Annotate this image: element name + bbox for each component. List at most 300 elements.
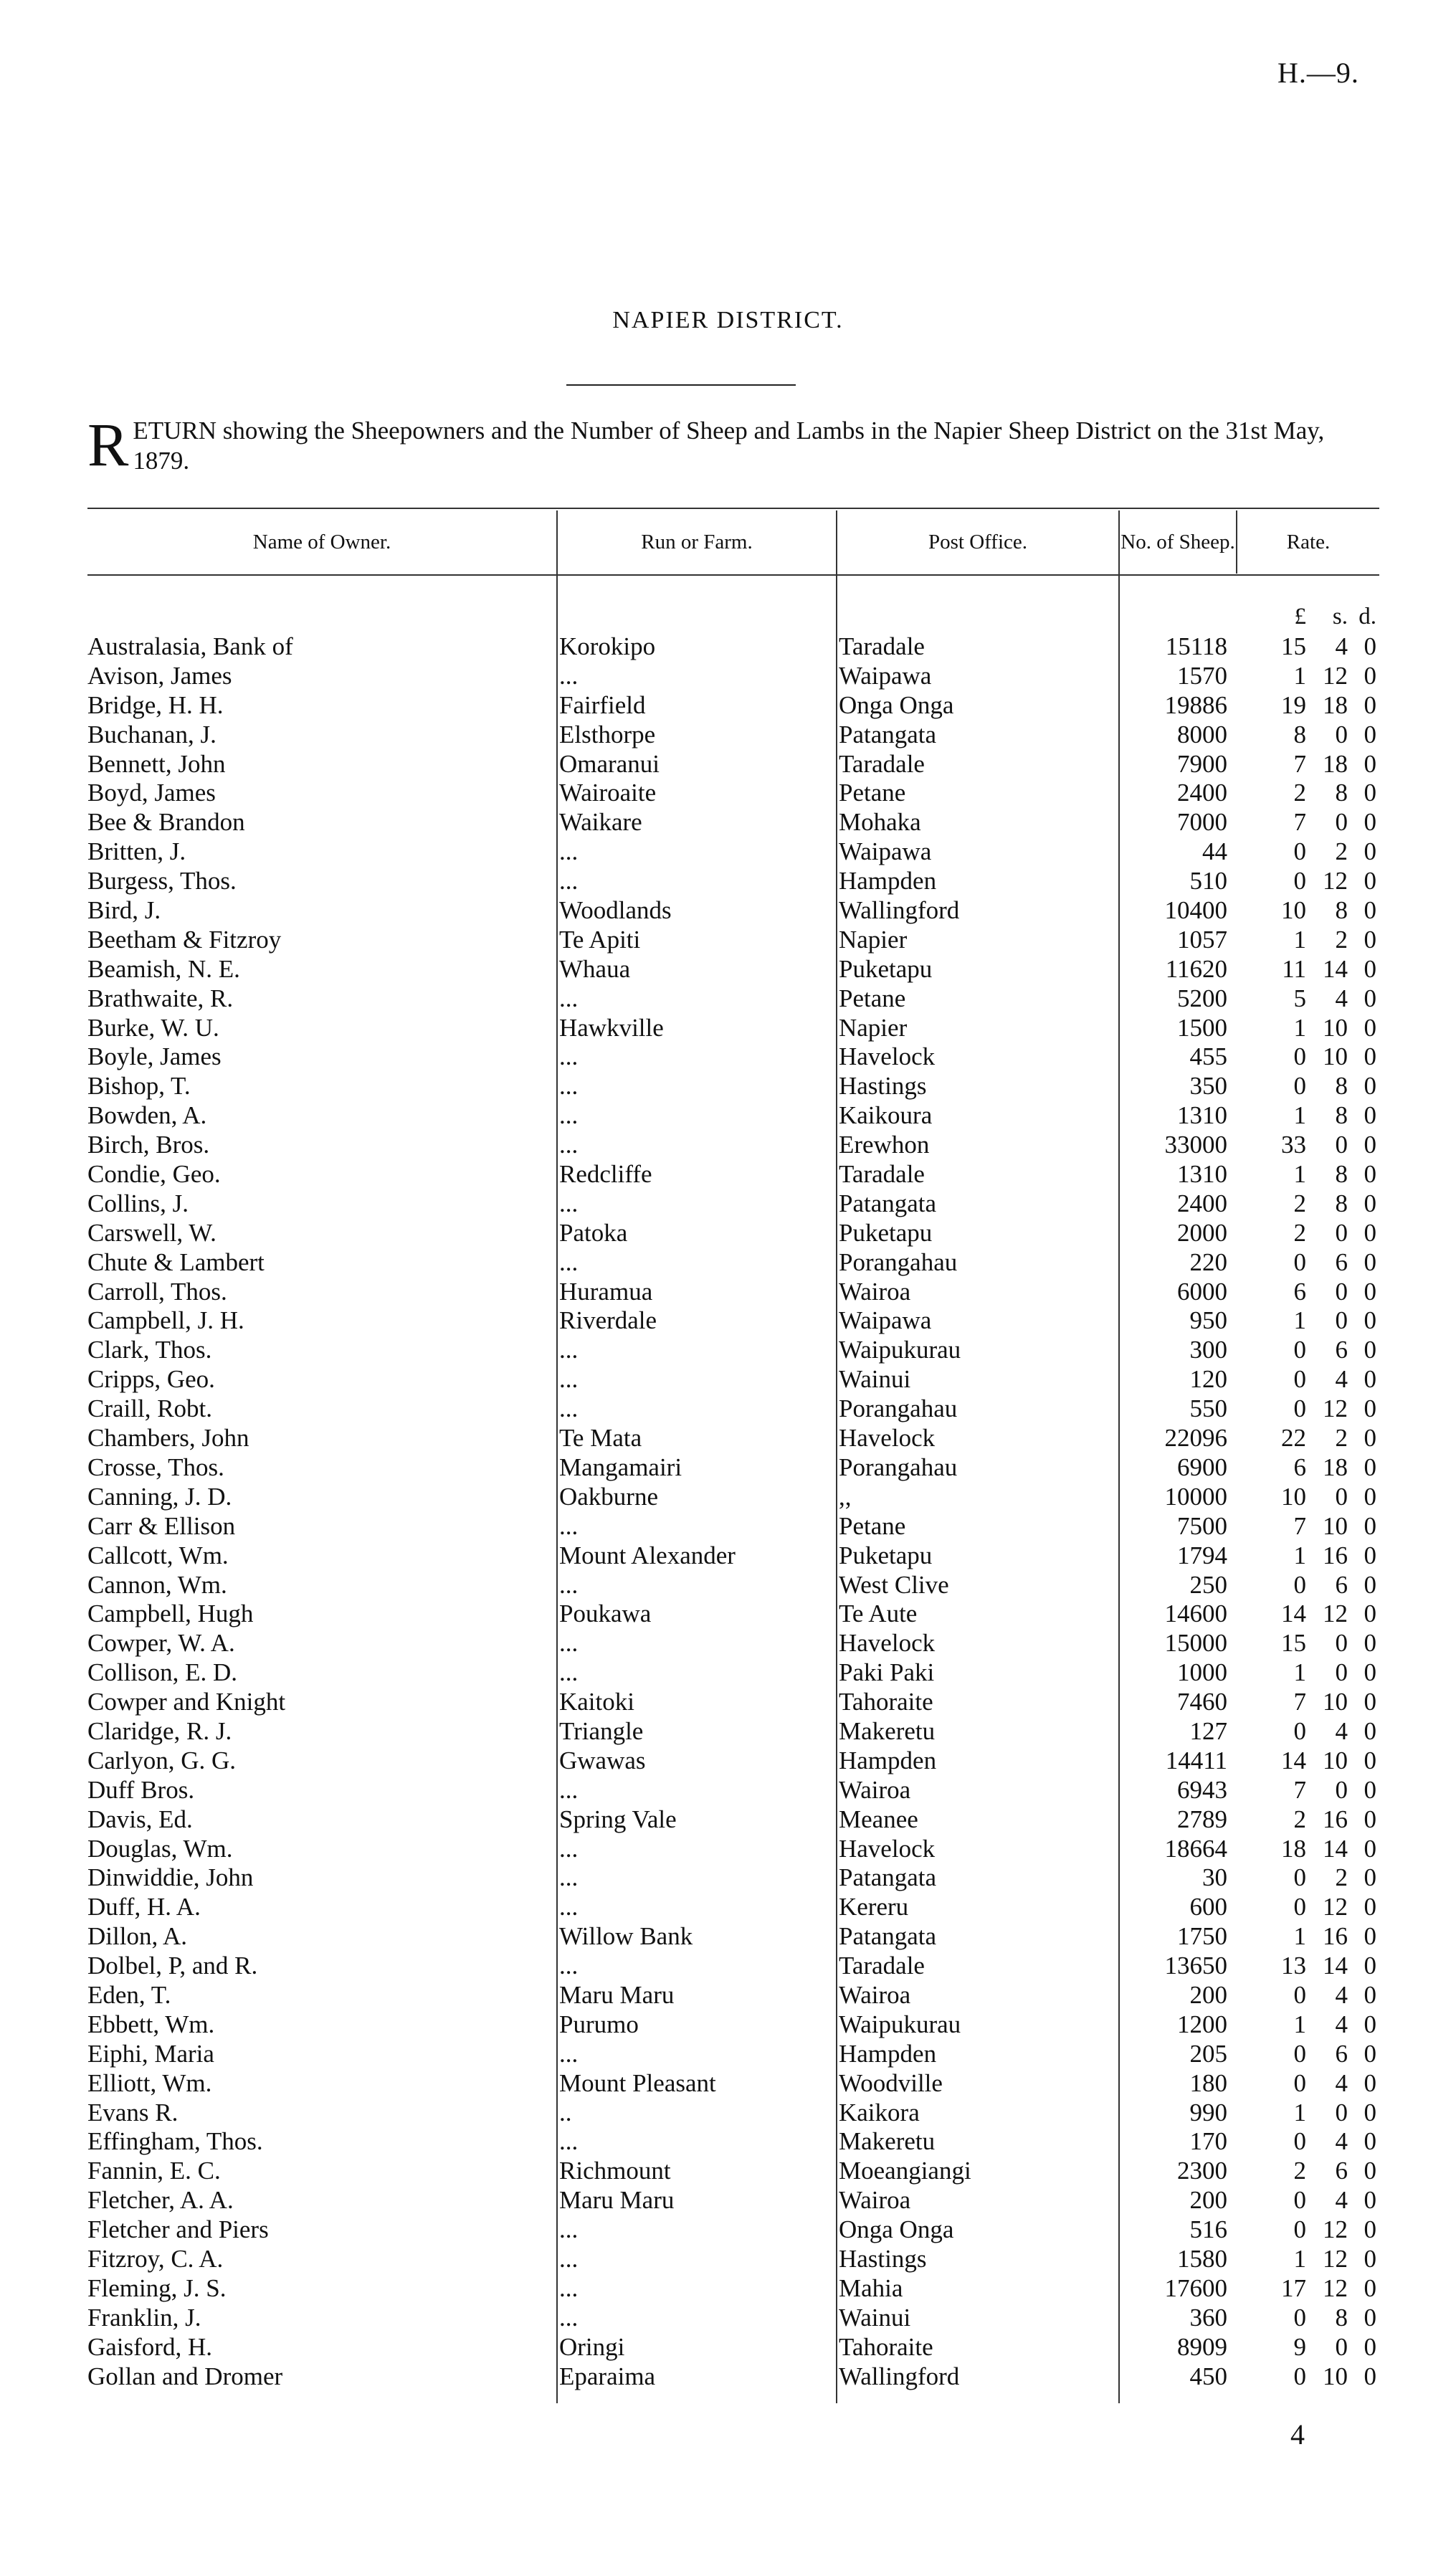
post-office-cell: Taradale <box>839 632 925 660</box>
owner-cell: Campbell, J. H. <box>87 1306 244 1335</box>
post-office-cell: Waipawa <box>839 1306 932 1335</box>
rate-pounds-cell: 1 <box>1293 661 1306 690</box>
rate-shillings-cell: 8 <box>1335 2303 1348 2332</box>
rate-pounds-cell: 7 <box>1293 1688 1306 1716</box>
rate-pounds-cell: 1 <box>1293 1013 1306 1042</box>
table-row <box>87 750 1379 779</box>
rate-pounds-cell: 0 <box>1293 2362 1306 2390</box>
run-cell: ... <box>559 1511 579 1540</box>
run-cell: ... <box>559 1189 579 1217</box>
owner-cell: Fleming, J. S. <box>87 2273 227 2302</box>
sheep-count-cell: 7900 <box>1177 749 1227 778</box>
owner-cell: Bennett, John <box>87 749 226 778</box>
post-office-cell: Patangata <box>839 1863 937 1892</box>
table-row <box>87 2127 1379 2157</box>
table-row <box>87 1072 1379 1101</box>
rate-shillings-cell: 0 <box>1335 1775 1348 1804</box>
table-row <box>87 1101 1379 1131</box>
rate-shillings-cell: 10 <box>1323 1688 1348 1716</box>
run-cell: Willow Bank <box>559 1922 693 1951</box>
post-office-cell: Hampden <box>839 867 937 895</box>
owner-cell: Davis, Ed. <box>87 1805 193 1833</box>
rate-pence-cell: 0 <box>1364 2010 1376 2038</box>
post-office-cell: Hastings <box>839 2244 927 2273</box>
rate-pounds-cell: 0 <box>1293 1570 1306 1599</box>
rate-shillings-cell: 14 <box>1323 1952 1348 1980</box>
sheep-count-cell: 13650 <box>1164 1952 1227 1980</box>
sheep-count-cell: 600 <box>1189 1893 1227 1921</box>
owner-cell: Cowper, W. A. <box>87 1629 235 1658</box>
run-cell: ... <box>559 2244 579 2273</box>
post-office-cell: Porangahau <box>839 1453 958 1481</box>
sheep-count-cell: 7000 <box>1177 808 1227 837</box>
table-row <box>87 2157 1379 2186</box>
sheep-count-cell: 7500 <box>1177 1511 1227 1540</box>
rate-pence-cell: 0 <box>1364 1980 1376 2009</box>
sheep-count-cell: 127 <box>1189 1716 1227 1745</box>
post-office-cell: Taradale <box>839 749 925 778</box>
rate-pence-cell: 0 <box>1364 749 1376 778</box>
rate-pence-cell: 0 <box>1364 808 1376 837</box>
sheep-count-cell: 33000 <box>1164 1131 1227 1159</box>
rate-shillings-cell: 0 <box>1335 720 1348 749</box>
table-row <box>87 1160 1379 1189</box>
rate-pounds-cell: 6 <box>1293 1277 1306 1306</box>
rate-pence-cell: 0 <box>1364 1511 1376 1540</box>
rate-shillings-cell: 10 <box>1323 1746 1348 1774</box>
return-intro <box>87 410 1378 479</box>
rate-shillings-cell: 0 <box>1335 1277 1348 1306</box>
run-cell: ... <box>559 1131 579 1159</box>
post-office-cell: Havelock <box>839 1834 936 1863</box>
run-cell: Woodlands <box>559 896 672 925</box>
run-cell: Elsthorpe <box>559 720 656 749</box>
sheep-count-cell: 455 <box>1189 1042 1227 1071</box>
table-row <box>87 2040 1379 2069</box>
rate-pounds-cell: 18 <box>1281 1834 1306 1863</box>
rate-shillings-cell: 12 <box>1323 1394 1348 1423</box>
rate-shillings-cell: 0 <box>1335 2332 1348 2361</box>
sheep-count-cell: 510 <box>1189 867 1227 895</box>
post-office-cell: Porangahau <box>839 1248 958 1276</box>
rate-pounds-cell: 13 <box>1281 1952 1306 1980</box>
rate-shillings-cell: 2 <box>1335 1424 1348 1453</box>
rate-pounds-cell: 0 <box>1293 2303 1306 2332</box>
rate-pence-cell: 0 <box>1364 2244 1376 2273</box>
sheep-count-cell: 5200 <box>1177 984 1227 1012</box>
rate-pounds-cell: 19 <box>1281 690 1306 719</box>
owner-cell: Eiphi, Maria <box>87 2039 214 2068</box>
owner-cell: Boyd, James <box>87 779 216 807</box>
post-office-cell: Wainui <box>839 2303 911 2332</box>
run-cell: Maru Maru <box>559 1980 675 2009</box>
post-office-cell: Meanee <box>839 1805 918 1833</box>
rate-pounds-cell: 10 <box>1281 1482 1306 1511</box>
rate-shillings-cell: 4 <box>1335 2068 1348 2097</box>
run-cell: Fairfield <box>559 690 646 719</box>
post-office-cell: Waipawa <box>839 661 932 690</box>
table-row <box>87 1014 1379 1043</box>
rate-pounds-cell: 0 <box>1293 1336 1306 1364</box>
sheep-count-cell: 11620 <box>1165 954 1227 983</box>
owner-cell: Australasia, Bank of <box>87 632 293 660</box>
run-cell: ... <box>559 1248 579 1276</box>
rate-pounds-cell: 0 <box>1293 1248 1306 1276</box>
rate-pounds-cell: 0 <box>1293 867 1306 895</box>
owner-cell: Carr & Ellison <box>87 1511 236 1540</box>
rate-pence-cell: 0 <box>1364 1922 1376 1951</box>
run-cell: ... <box>559 2215 579 2244</box>
run-cell: Mount Pleasant <box>559 2068 716 2097</box>
run-cell: Te Apiti <box>559 925 641 954</box>
post-office-cell: Patangata <box>839 1922 937 1951</box>
pence-unit: d. <box>1359 604 1376 629</box>
rate-pounds-cell: 0 <box>1293 1072 1306 1101</box>
post-office-cell: Havelock <box>839 1042 936 1071</box>
run-cell: ... <box>559 2039 579 2068</box>
owner-cell: Canning, J. D. <box>87 1482 232 1511</box>
post-office-cell: Onga Onga <box>839 2215 954 2244</box>
run-cell: ... <box>559 2303 579 2332</box>
rate-pence-cell: 0 <box>1364 1716 1376 1745</box>
rate-pence-cell: 0 <box>1364 2098 1376 2127</box>
owner-cell: Cripps, Geo. <box>87 1365 215 1394</box>
sheep-count-cell: 516 <box>1189 2215 1227 2244</box>
sheep-count-cell: 2300 <box>1177 2157 1227 2185</box>
rate-shillings-cell: 0 <box>1335 1131 1348 1159</box>
run-cell: Maru Maru <box>559 2186 675 2215</box>
owner-cell: Fletcher, A. A. <box>87 2186 234 2215</box>
sheep-count-cell: 1310 <box>1177 1160 1227 1189</box>
run-cell: Redcliffe <box>559 1160 652 1189</box>
post-office-cell: Kereru <box>839 1893 909 1921</box>
sheep-count-cell: 6000 <box>1177 1277 1227 1306</box>
rate-pounds-cell: 0 <box>1293 1980 1306 2009</box>
rate-pence-cell: 0 <box>1364 690 1376 719</box>
rate-shillings-cell: 2 <box>1335 1863 1348 1892</box>
run-cell: ... <box>559 1394 579 1423</box>
rate-pounds-cell: 8 <box>1293 720 1306 749</box>
run-cell: ... <box>559 1658 579 1687</box>
rate-shillings-cell: 0 <box>1335 1218 1348 1247</box>
sheep-count-cell: 19886 <box>1164 690 1227 719</box>
post-office-cell: Wairoa <box>839 1980 911 2009</box>
owner-cell: Collins, J. <box>87 1189 189 1217</box>
rate-pounds-cell: 2 <box>1293 1218 1306 1247</box>
table-row <box>87 984 1379 1014</box>
run-cell: ... <box>559 1775 579 1804</box>
owner-cell: Carswell, W. <box>87 1218 217 1247</box>
column-header-rate: Rate. <box>1286 531 1331 553</box>
table-row <box>87 1365 1379 1394</box>
run-cell: Kaitoki <box>559 1688 634 1716</box>
table-row <box>87 1424 1379 1453</box>
rate-shillings-cell: 16 <box>1323 1541 1348 1569</box>
sheep-count-cell: 14411 <box>1165 1746 1227 1774</box>
post-office-cell: Porangahau <box>839 1394 958 1423</box>
rate-pence-cell: 0 <box>1364 1453 1376 1481</box>
run-cell: ... <box>559 837 579 866</box>
table-row <box>87 632 1379 662</box>
sheep-count-cell: 2000 <box>1177 1218 1227 1247</box>
rate-pounds-cell: 0 <box>1293 1716 1306 1745</box>
post-office-cell: Hampden <box>839 2039 937 2068</box>
run-cell: Omaranui <box>559 749 660 778</box>
sheep-count-cell: 300 <box>1189 1336 1227 1364</box>
post-office-cell: Paki Paki <box>839 1658 935 1687</box>
shillings-unit: s. <box>1332 604 1348 629</box>
owner-cell: Gaisford, H. <box>87 2332 212 2361</box>
post-office-cell: Makeretu <box>839 1716 936 1745</box>
sheepowner-table <box>87 632 1379 2391</box>
rate-pence-cell: 0 <box>1364 1424 1376 1453</box>
rate-shillings-cell: 6 <box>1335 1570 1348 1599</box>
table-row <box>87 955 1379 984</box>
run-cell: ... <box>559 1834 579 1863</box>
run-cell: Poukawa <box>559 1600 652 1628</box>
rate-shillings-cell: 8 <box>1335 1189 1348 1217</box>
rate-pence-cell: 0 <box>1364 1688 1376 1716</box>
rate-shillings-cell: 12 <box>1323 1893 1348 1921</box>
pounds-unit: £ <box>1294 604 1306 629</box>
sheep-count-cell: 1000 <box>1177 1658 1227 1687</box>
rate-pence-cell: 0 <box>1364 1160 1376 1189</box>
post-office-cell: Waipukurau <box>839 1336 961 1364</box>
rate-pounds-cell: 1 <box>1293 1541 1306 1569</box>
rate-pence-cell: 0 <box>1364 1101 1376 1130</box>
rate-pence-cell: 0 <box>1364 1570 1376 1599</box>
post-office-cell: Wairoa <box>839 1277 911 1306</box>
sheep-count-cell: 2400 <box>1177 779 1227 807</box>
rate-pounds-cell: 2 <box>1293 1805 1306 1833</box>
run-cell: ... <box>559 1072 579 1101</box>
owner-cell: Ebbett, Wm. <box>87 2010 215 2038</box>
owner-cell: Boyle, James <box>87 1042 222 1071</box>
drop-cap: R <box>87 410 129 479</box>
rate-pence-cell: 0 <box>1364 837 1376 866</box>
rate-shillings-cell: 10 <box>1323 1042 1348 1071</box>
rate-shillings-cell: 8 <box>1335 1101 1348 1130</box>
sheep-count-cell: 1200 <box>1177 2010 1227 2038</box>
rate-pence-cell: 0 <box>1364 1600 1376 1628</box>
owner-cell: Buchanan, J. <box>87 720 217 749</box>
owner-cell: Callcott, Wm. <box>87 1541 229 1569</box>
run-cell: Richmount <box>559 2157 671 2185</box>
post-office-cell: Napier <box>839 925 908 954</box>
sheep-count-cell: 1580 <box>1177 2244 1227 2273</box>
rate-pounds-cell: 1 <box>1293 925 1306 954</box>
rate-pounds-cell: 2 <box>1293 2157 1306 2185</box>
run-cell: ... <box>559 1893 579 1921</box>
table-row <box>87 2069 1379 2099</box>
post-office-cell: Tahoraite <box>839 2332 933 2361</box>
run-cell: Hawkville <box>559 1013 664 1042</box>
run-cell: Korokipo <box>559 632 656 660</box>
rate-shillings-cell: 2 <box>1335 925 1348 954</box>
owner-cell: Elliott, Wm. <box>87 2068 212 2097</box>
run-cell: Triangle <box>559 1716 644 1745</box>
sheep-count-cell: 10000 <box>1164 1482 1227 1511</box>
rate-pounds-cell: 1 <box>1293 1160 1306 1189</box>
rate-pence-cell: 0 <box>1364 720 1376 749</box>
table-row <box>87 926 1379 955</box>
table-row <box>87 1747 1379 1776</box>
rate-shillings-cell: 12 <box>1323 2273 1348 2302</box>
rate-pounds-cell: 1 <box>1293 2244 1306 2273</box>
table-row <box>87 2215 1379 2245</box>
rate-units <box>1237 604 1379 629</box>
owner-cell: Dillon, A. <box>87 1922 188 1951</box>
rate-pounds-cell: 0 <box>1293 2127 1306 2156</box>
post-office-cell: Napier <box>839 1013 908 1042</box>
page-reference: H.—9. <box>1277 57 1359 89</box>
sheep-count-cell: 30 <box>1202 1863 1227 1892</box>
owner-cell: Fannin, E. C. <box>87 2157 221 2185</box>
post-office-cell: Patangata <box>839 1189 937 1217</box>
owner-cell: Bishop, T. <box>87 1072 191 1101</box>
sheep-count-cell: 200 <box>1189 1980 1227 2009</box>
rate-pounds-cell: 7 <box>1293 808 1306 837</box>
table-row <box>87 2304 1379 2333</box>
run-cell: Eparaima <box>559 2362 656 2390</box>
owner-cell: Bowden, A. <box>87 1101 207 1130</box>
post-office-cell: Moeangiangi <box>839 2157 971 2185</box>
post-office-cell: Wainui <box>839 1365 911 1394</box>
rate-shillings-cell: 4 <box>1335 984 1348 1012</box>
table-row <box>87 896 1379 926</box>
post-office-cell: Wallingford <box>839 896 960 925</box>
rate-pence-cell: 0 <box>1364 1541 1376 1569</box>
sheep-count-cell: 180 <box>1189 2068 1227 2097</box>
post-office-cell: Petane <box>839 1511 906 1540</box>
rate-shillings-cell: 16 <box>1323 1922 1348 1951</box>
rate-pence-cell: 0 <box>1364 1072 1376 1101</box>
sheep-count-cell: 1570 <box>1177 661 1227 690</box>
rate-pounds-cell: 2 <box>1293 1189 1306 1217</box>
table-row <box>87 1805 1379 1835</box>
rate-pence-cell: 0 <box>1364 867 1376 895</box>
rate-pence-cell: 0 <box>1364 2157 1376 2185</box>
rate-shillings-cell: 4 <box>1335 1716 1348 1745</box>
owner-cell: Douglas, Wm. <box>87 1834 233 1863</box>
table-row <box>87 2010 1379 2040</box>
table-row <box>87 1922 1379 1952</box>
rate-shillings-cell: 6 <box>1335 1336 1348 1364</box>
rate-pence-cell: 0 <box>1364 1248 1376 1276</box>
post-office-cell: Mahia <box>839 2273 903 2302</box>
rate-pounds-cell: 0 <box>1293 1863 1306 1892</box>
rate-shillings-cell: 18 <box>1323 690 1348 719</box>
owner-cell: Cannon, Wm. <box>87 1570 227 1599</box>
rate-pence-cell: 0 <box>1364 2332 1376 2361</box>
sheep-count-cell: 44 <box>1202 837 1227 866</box>
rate-pence-cell: 0 <box>1364 1306 1376 1335</box>
post-office-cell: Wairoa <box>839 2186 911 2215</box>
owner-cell: Burke, W. U. <box>87 1013 219 1042</box>
sheep-count-cell: 450 <box>1189 2362 1227 2390</box>
sheep-count-cell: 1310 <box>1177 1101 1227 1130</box>
rate-pence-cell: 0 <box>1364 1629 1376 1658</box>
table-row <box>87 1893 1379 1922</box>
owner-cell: Eden, T. <box>87 1980 171 2009</box>
post-office-cell: Taradale <box>839 1952 925 1980</box>
rate-pounds-cell: 0 <box>1293 1893 1306 1921</box>
post-office-cell: Waipawa <box>839 837 932 866</box>
rate-pence-cell: 0 <box>1364 984 1376 1012</box>
column-header-sheep: No. of Sheep. <box>1120 531 1235 553</box>
table-row <box>87 1981 1379 2010</box>
rate-pounds-cell: 5 <box>1293 984 1306 1012</box>
table-row <box>87 1512 1379 1541</box>
rate-shillings-cell: 4 <box>1335 2127 1348 2156</box>
post-office-cell: West Clive <box>839 1570 949 1599</box>
table-row <box>87 1541 1379 1571</box>
table-row <box>87 662 1379 691</box>
table-row <box>87 1688 1379 1717</box>
run-cell: ... <box>559 1042 579 1071</box>
rate-pounds-cell: 15 <box>1281 1629 1306 1658</box>
table-row <box>87 1600 1379 1629</box>
rate-pounds-cell: 0 <box>1293 1042 1306 1071</box>
rate-pounds-cell: 0 <box>1293 2215 1306 2244</box>
post-office-cell: Wairoa <box>839 1775 911 1804</box>
run-cell: ... <box>559 1336 579 1364</box>
run-cell: ... <box>559 661 579 690</box>
table-row <box>87 2362 1379 2392</box>
sheep-count-cell: 15000 <box>1164 1629 1227 1658</box>
rate-pence-cell: 0 <box>1364 1746 1376 1774</box>
run-cell: Waikare <box>559 808 642 837</box>
rate-pounds-cell: 7 <box>1293 1775 1306 1804</box>
post-office-cell: ,, <box>839 1482 852 1511</box>
run-cell: ... <box>559 1952 579 1980</box>
owner-cell: Gollan and Dromer <box>87 2362 283 2390</box>
owner-cell: Clark, Thos. <box>87 1336 212 1364</box>
rate-pence-cell: 0 <box>1364 954 1376 983</box>
rate-pounds-cell: 11 <box>1282 954 1306 983</box>
run-cell: ... <box>559 867 579 895</box>
owner-cell: Craill, Robt. <box>87 1394 213 1423</box>
sheep-count-cell: 950 <box>1189 1306 1227 1335</box>
run-cell: Oakburne <box>559 1482 659 1511</box>
table-row <box>87 2099 1379 2128</box>
table-row <box>87 1042 1379 1072</box>
rate-shillings-cell: 0 <box>1335 1482 1348 1511</box>
rate-shillings-cell: 10 <box>1323 1013 1348 1042</box>
sheep-count-cell: 8909 <box>1177 2332 1227 2361</box>
post-office-cell: Tahoraite <box>839 1688 933 1716</box>
table-row <box>87 1658 1379 1688</box>
table-row <box>87 1278 1379 1307</box>
sheep-count-cell: 360 <box>1189 2303 1227 2332</box>
rate-pence-cell: 0 <box>1364 779 1376 807</box>
page-number: 4 <box>1290 2418 1305 2451</box>
rate-pounds-cell: 0 <box>1293 2039 1306 2068</box>
rate-pounds-cell: 1 <box>1293 1922 1306 1951</box>
rate-pence-cell: 0 <box>1364 1775 1376 1804</box>
owner-cell: Duff Bros. <box>87 1775 195 1804</box>
table-row <box>87 779 1379 808</box>
table-header-rule <box>87 574 1379 576</box>
sheep-count-cell: 1794 <box>1177 1541 1227 1569</box>
post-office-cell: Hampden <box>839 1746 937 1774</box>
table-row <box>87 1336 1379 1365</box>
sheep-count-cell: 200 <box>1189 2186 1227 2215</box>
post-office-cell: Hastings <box>839 1072 927 1101</box>
rate-shillings-cell: 4 <box>1335 1365 1348 1394</box>
rate-shillings-cell: 8 <box>1335 779 1348 807</box>
sheep-count-cell: 1057 <box>1177 925 1227 954</box>
